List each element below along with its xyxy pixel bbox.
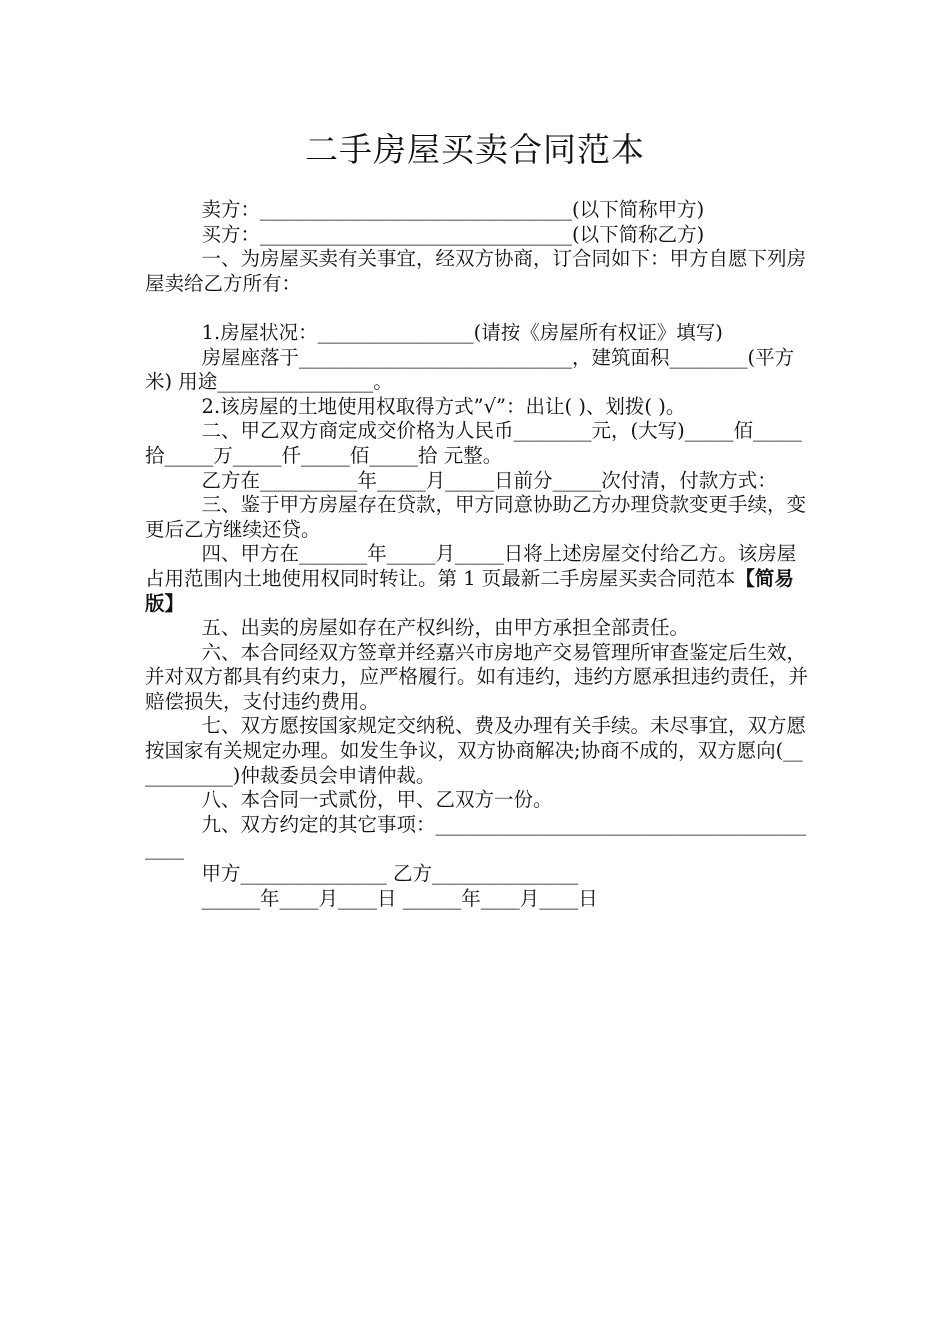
payment-terms: 乙方在__________年_____月_____日前分_____次付清，付款方式： <box>201 468 777 492</box>
clause-2-price: 二、甲乙双方商定成交价格为人民币________元，(大写)_____佰_____拾_____万_____仟_____佰_____拾 元整。 <box>145 419 802 467</box>
clause-8-copies: 八、本合同一式贰份，甲、乙双方一份。 <box>201 788 553 812</box>
seller-line: 卖方：________________________________(以下简称甲方) <box>201 198 705 221</box>
document-title: 二手房屋买卖合同范本 <box>305 130 645 169</box>
clause-9-other: 九、双方约定的其它事项：__________________________________________ <box>145 812 807 861</box>
clause-7-tax: 七、双方愿按国家规定交纳税、费及办理有关手续。未尽事宜，双方愿按国家有关规定办理。如发生争议，双方协商解决;协商不成的，双方愿向(___________)仲裁委员会申请仲裁。 <box>145 714 807 787</box>
buyer-line: 买方：________________________________(以下简称乙方) <box>201 222 705 246</box>
blank-line <box>145 296 810 321</box>
signature-line: 甲方_______________ 乙方_______________ <box>201 862 579 886</box>
clause-4-delivery <box>145 542 810 616</box>
clause-3-loan: 三、鉴于甲方房屋存在贷款，甲方同意协助乙方办理贷款变更手续，变更后乙方继续还贷。 <box>145 493 807 541</box>
clause-5-dispute: 五、出卖的房屋如存在产权纠纷，由甲方承担全部责任。 <box>201 616 690 640</box>
land-use-method: 2.该房屋的土地使用权取得方式”√”：出让( )、划拨( )。 <box>201 394 686 418</box>
clause-6-effect: 六、本合同经双方签章并经嘉兴市房地产交易管理所审查鉴定后生效，并对双方都具有约束力，应严格履行。如有违约，违约方愿承担违约责任，并赔偿损失，支付违约费用。 <box>145 640 809 713</box>
simple-version-tag: 【简易版】 <box>145 566 794 615</box>
house-location: 房屋座落于____________________________，建筑面积________(平方米) 用途________________。 <box>145 345 795 394</box>
clause-4-text: 四、甲方在_______年_____月_____日将上述房屋交付给乙方。该房屋占用范围内土地使用权同时转让。第 1 页最新二手房屋买卖合同范本 <box>145 542 797 590</box>
date-line: ______年____月____日 ______年____月____日 <box>201 886 598 910</box>
house-status: 1.房屋状况：________________(请按《房屋所有权证》填写) <box>201 320 723 344</box>
document-body <box>145 198 810 911</box>
clause-1-intro: 一、为房屋买卖有关事宜，经双方协商，订合同如下：甲方自愿下列房屋卖给乙方所有： <box>145 247 807 295</box>
